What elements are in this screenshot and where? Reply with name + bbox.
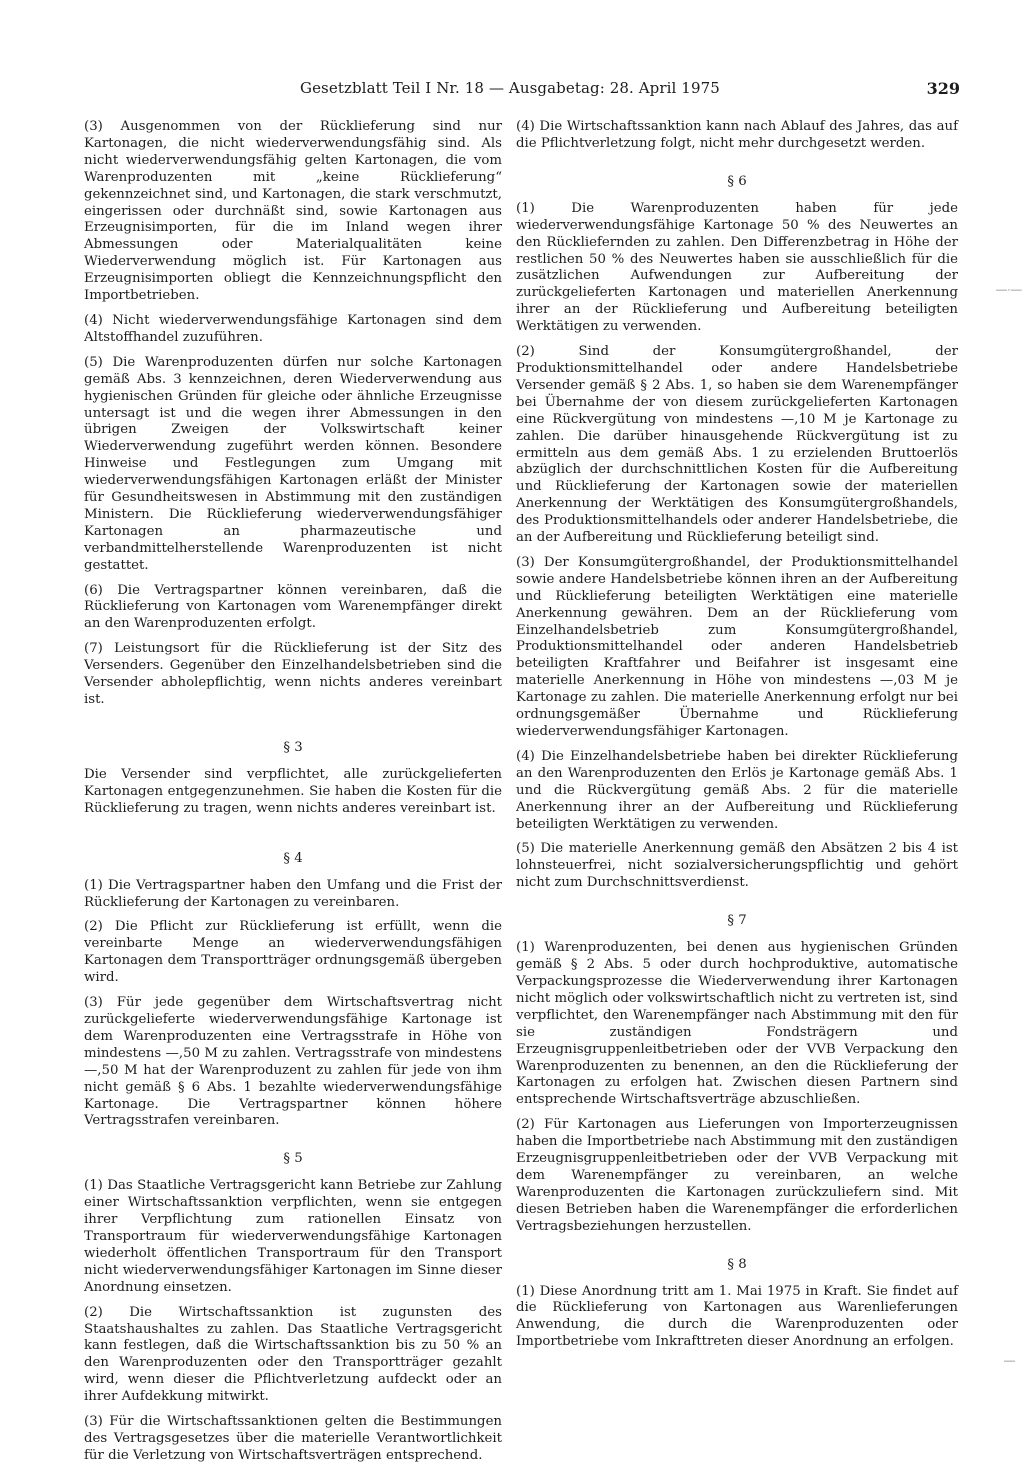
right-column xyxy=(516,119,958,1351)
paragraph: (5) Die Warenproduzenten dürfen nur solche Kartonagen gemäß Abs. 3 kennzeichnen, deren Wiederverwendung aus hygienischen Gründen für gleiche oder ähnliche Erzeugnisse untersagt ist und die wegen ihrer Abmessungen in den übrigen Zweigen der Volkswirtschaft keiner Wiederverwendung zugeführt werden können. Besondere Hinweise und Festlegungen zum Umgang mit wiederverwendungsfähigen Kartonagen erläßt der Minister für Gesundheitswesen in Abstimmung mit den zuständigen Ministern. Die Rücklieferung wiederverwendungsfähiger Kartonagen an pharmazeutische und verbandmittelherstellende Warenproduzenten ist nicht gestattet. xyxy=(84,354,502,573)
section-heading-6: § 6 xyxy=(727,173,747,189)
paragraph: (2) Für Kartonagen aus Lieferungen von Importerzeugnissen haben die Importbetriebe nach Abstimmung mit den zuständigen Erzeugnisgruppenleitbetrieben oder der VVB Verpackung mit dem Warenempfänger zu vereinbaren, an welche Warenproduzenten die Kartonagen zurückzuliefern sind. Mit diesen Betrieben haben die Warenempfänger die erforderlichen Vertragsbeziehungen herzustellen. xyxy=(516,1117,958,1234)
page-header xyxy=(300,79,960,103)
margin-dash: — xyxy=(1004,1355,1015,1367)
section-heading-7: § 7 xyxy=(727,913,747,929)
paragraph: (7) Leistungsort für die Rücklieferung ist der Sitz des Versenders. Gegenüber den Einzelhandelsbetrieben sind die Versender abholepflichtig, wenn nichts anderes vereinbart ist. xyxy=(84,641,502,707)
header-title: Gesetzblatt Teil I Nr. 18 — Ausgabetag: 28. April 1975 xyxy=(300,79,720,97)
section-heading-8: § 8 xyxy=(727,1256,747,1272)
paragraph: (3) Der Konsumgütergroßhandel, der Produktionsmittelhandel sowie andere Handelsbetriebe können ihren an der Aufbereitung und Rücklieferung beteiligten Werktätigen eine materielle Anerkennung gewähren. Dem an der Rücklieferung vom Einzelhandelsbetrieb zum Konsumgütergroßhandel, Produktionsmittelhandel oder anderen Handelsbetrieb beteiligten Kraftfahrer und Beifahrer ist insgesamt eine materielle Anerkennung in Höhe von mindestens —,03 M je Kartonage zu zahlen. Die materielle Anerkennung erfolgt nur bei ordnungsgemäßer Übernahme und Rücklieferung wiederverwendungsfähiger Kartonagen. xyxy=(516,554,958,739)
paragraph: (3) Für jede gegenüber dem Wirtschaftsvertrag nicht zurückgelieferte wiederverwendungsfähige Kartonage ist dem Warenproduzenten eine Vertragsstrafe in Höhe von mindestens —,50 M zu zahlen. Vertragsstrafe von mindestens —,50 M hat der Warenproduzent zu zahlen für jede von ihm nicht gemäß § 6 Abs. 1 bezahlte wiederverwendungsfähige Kartonage. Die Vertragspartner können höhere Vertragsstrafen vereinbaren. xyxy=(84,995,502,1129)
section-heading-3: § 3 xyxy=(283,739,303,755)
section-heading-5: § 5 xyxy=(283,1151,303,1167)
paragraph: (3) Ausgenommen von der Rücklieferung sind nur Kartonagen, die nicht wiederverwendungsfähig sind. Als nicht wiederverwendungsfähig gelten Kartonagen, die vom Warenproduzenten mit „keine Rücklieferung“ gekennzeichnet sind, und Kartonagen, die stark verschmutzt, eingerissen oder durchnäßt sind, sowie Kartonagen aus Erzeugnisimporten, für die im Inland wegen ihrer Abmessungen oder Materialqualitäten keine Wiederverwendung möglich ist. Für Kartonagen aus Erzeugnisimporten obliegt die Kennzeichnungspflicht den Importbetrieben. xyxy=(84,119,502,304)
paragraph: (1) Diese Anordnung tritt am 1. Mai 1975 in Kraft. Sie findet auf die Rücklieferung von Kartonagen aus Warenlieferungen Anwendung, die durch die Warenproduzenten oder Importbetriebe vom Inkrafttreten dieser Anordnung an erfolgen. xyxy=(516,1283,958,1350)
paragraph: (1) Die Warenproduzenten haben für jede wiederverwendungsfähige Kartonage 50 % des Neuwertes an den Rückliefernden zu zahlen. Den Differenzbetrag in Höhe der restlichen 50 % des Neuwertes haben sie ausschließlich für die zusätzlichen Aufwendungen zur Aufbereitung der zurückgelieferten Kartonagen und materiellen Anerkennung ihrer an der Rücklieferung und Aufbereitung beteiligten Werktätigen zu verwenden. xyxy=(516,200,958,335)
paragraph: (3) Für die Wirtschaftssanktionen gelten die Bestimmungen des Vertragsgesetzes über die materielle Verantwortlichkeit für die Verletzung von Wirtschaftsverträgen entsprechend. xyxy=(84,1414,502,1463)
margin-dash: —·— xyxy=(996,284,1022,296)
paragraph: (4) Die Wirtschaftssanktion kann nach Ablauf des Jahres, das auf die Pflichtverletzung folgt, nicht mehr durchgesetzt werden. xyxy=(516,119,958,151)
section-heading-4: § 4 xyxy=(283,850,303,866)
paragraph: (1) Das Staatliche Vertragsgericht kann Betriebe zur Zahlung einer Wirtschaftssanktion verpflichten, wenn sie entgegen ihrer Verpflichtung zum rationellen Einsatz von Transportraum für wiederverwendungsfähige Kartonagen wiederholt öffentlichen Transportraum für den Transport nicht wiederverwendungsfähiger Kartonagen im Sinne dieser Anordnung einsetzen. xyxy=(84,1178,502,1295)
left-column xyxy=(84,119,502,1465)
paragraph: (2) Sind der Konsumgütergroßhandel, der Produktionsmittelhandel oder andere Handelsbetriebe Versender gemäß § 2 Abs. 1, so haben sie dem Warenempfänger bei Übernahme der von diesem zurückgelieferten Kartonagen eine Rückvergütung von mindestens —,10 M je Kartonage zu zahlen. Die darüber hinausgehende Rückvergütung ist zu ermitteln aus dem gemäß Abs. 1 zu erzielenden Bruttoerlös abzüglich der durchschnittlichen Kosten für die Aufbereitung und Rücklieferung der Kartonagen sowie der materiellen Anerkennung der Werktätigen des Konsumgütergroßhandels, des Produktionsmittelhandels oder anderer Handelsbetriebe, die an der Aufbereitung und Rücklieferung beteiligt sind. xyxy=(516,344,958,546)
paragraph: (6) Die Vertragspartner können vereinbaren, daß die Rücklieferung von Kartonagen vom Warenempfänger direkt an den Warenproduzenten erfolgt. xyxy=(84,582,502,632)
paragraph: (5) Die materielle Anerkennung gemäß den Absätzen 2 bis 4 ist lohnsteuerfrei, nicht sozialversicherungspflichtig und gehört nicht zum Durchschnittsverdienst. xyxy=(516,841,958,891)
paragraph: (2) Die Pflicht zur Rücklieferung ist erfüllt, wenn die vereinbarte Menge an wiederverwendungsfähigen Kartonagen dem Transportträger ordnungsgemäß übergeben wird. xyxy=(84,919,502,986)
paragraph: (1) Warenproduzenten, bei denen aus hygienischen Gründen gemäß § 2 Abs. 5 oder durch hochproduktive, automatische Verpackungsprozesse die Wiederverwendung ihrer Kartonagen nicht möglich oder volkswirtschaftlich nicht zu vertreten ist, sind verpflichtet, den Warenempfänger nach Abstimmung mit den für sie zuständigen Fondsträgern und Erzeugnisgruppenleitbetrieben oder der VVB Verpackung den Warenproduzenten zu benennen, an den die Rücklieferung der Kartonagen zu erfolgen hat. Zwischen diesen Partnern sind entsprechende Wirtschaftsverträge abzuschließen. xyxy=(516,940,958,1108)
paragraph: (2) Die Wirtschaftssanktion ist zugunsten des Staatshaushaltes zu zahlen. Das Staatliche Vertragsgericht kann festlegen, daß die Wirtschaftssanktion bis zu 50 % an den Warenproduzenten oder den Transportträger gezahlt wird, wenn dieser die Pflichtverletzung aufdeckt oder an ihrer Aufdekkung mitwirkt. xyxy=(84,1304,502,1405)
paragraph: (1) Die Vertragspartner haben den Umfang und die Frist der Rücklieferung der Kartonagen zu vereinbaren. xyxy=(84,877,502,910)
paragraph: (4) Die Einzelhandelsbetriebe haben bei direkter Rücklieferung an den Warenproduzenten den Erlös je Kartonage gemäß Abs. 1 und die Rückvergütung gemäß Abs. 2 für die materielle Anerkennung ihrer an der Aufbereitung und Rücklieferung beteiligten Werktätigen zu verwenden. xyxy=(516,748,958,832)
paragraph: (4) Nicht wiederverwendungsfähige Kartonagen sind dem Altstoffhandel zuzuführen. xyxy=(84,312,502,345)
page-number: 329 xyxy=(926,79,960,98)
paragraph: Die Versender sind verpflichtet, alle zurückgelieferten Kartonagen entgegenzunehmen. Sie haben die Kosten für die Rücklieferung zu tragen, wenn nichts anderes vereinbart ist. xyxy=(84,766,502,816)
